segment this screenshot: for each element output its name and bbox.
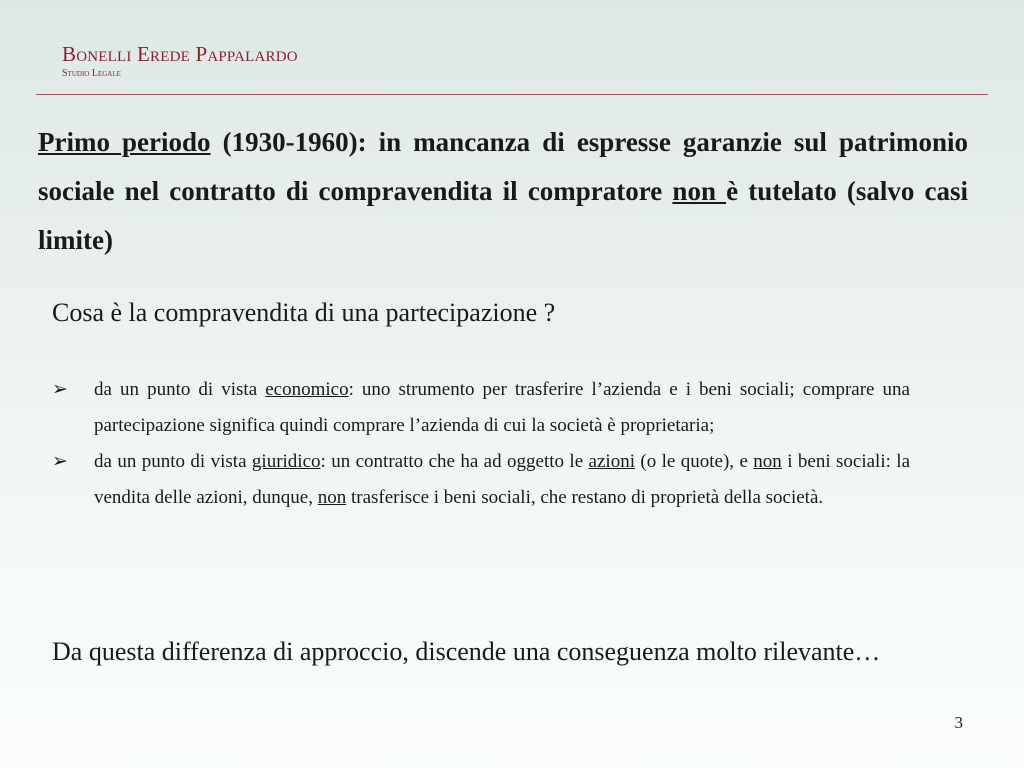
- heading-negation: non: [672, 176, 727, 206]
- conclusion-text: Da questa differenza di approccio, discende una conseguenza molto rilevante…: [52, 637, 881, 666]
- bullet-keyword: non: [753, 451, 782, 472]
- bullet-keyword: non: [317, 487, 347, 508]
- firm-logo: [62, 42, 298, 80]
- bullet-text: : uno strumento per trasferire l’azienda e i beni sociali; comprare una partecipazione significa quindi comprare l’azienda di cui la società è proprietaria;: [94, 379, 910, 436]
- arrow-bullet-icon: ➢: [52, 379, 68, 400]
- bullet-text: da un punto di vista: [94, 379, 266, 400]
- bullet-keyword: azioni: [588, 451, 635, 472]
- bullet-text: i beni sociali: la vendita delle azioni, dunque,: [94, 451, 911, 508]
- arrow-bullet-icon: ➢: [52, 451, 68, 472]
- bullet-text: (o le quote), e: [634, 451, 754, 472]
- bullet-list: [52, 372, 910, 516]
- heading-lead: Primo periodo: [38, 127, 211, 157]
- heading-text: (1930-1960): in mancanza di espresse garanzie sul patrimonio sociale nel contratto di compravendita il compratore: [38, 127, 968, 206]
- heading-tail: è tutelato (salvo casi limite): [38, 176, 968, 255]
- bullet-text: : un contratto che ha ad oggetto le: [320, 451, 589, 472]
- bullet-item-economico: [52, 372, 910, 444]
- header-divider: [36, 94, 988, 95]
- page-number: 3: [954, 713, 963, 732]
- bullet-keyword: giuridico: [251, 451, 321, 472]
- bullet-item-giuridico: [52, 444, 910, 516]
- bullet-text: trasferisce i beni sociali, che restano di proprietà della società.: [346, 487, 824, 508]
- bullet-keyword: economico: [265, 379, 349, 400]
- bullet-text: da un punto di vista: [94, 451, 252, 472]
- slide-heading: [38, 118, 968, 265]
- question-text: Cosa è la compravendita di una partecipazione ?: [52, 298, 556, 327]
- firm-name: Bonelli Erede Pappalardo: [62, 42, 298, 66]
- firm-subtitle: Studio Legale: [62, 68, 121, 79]
